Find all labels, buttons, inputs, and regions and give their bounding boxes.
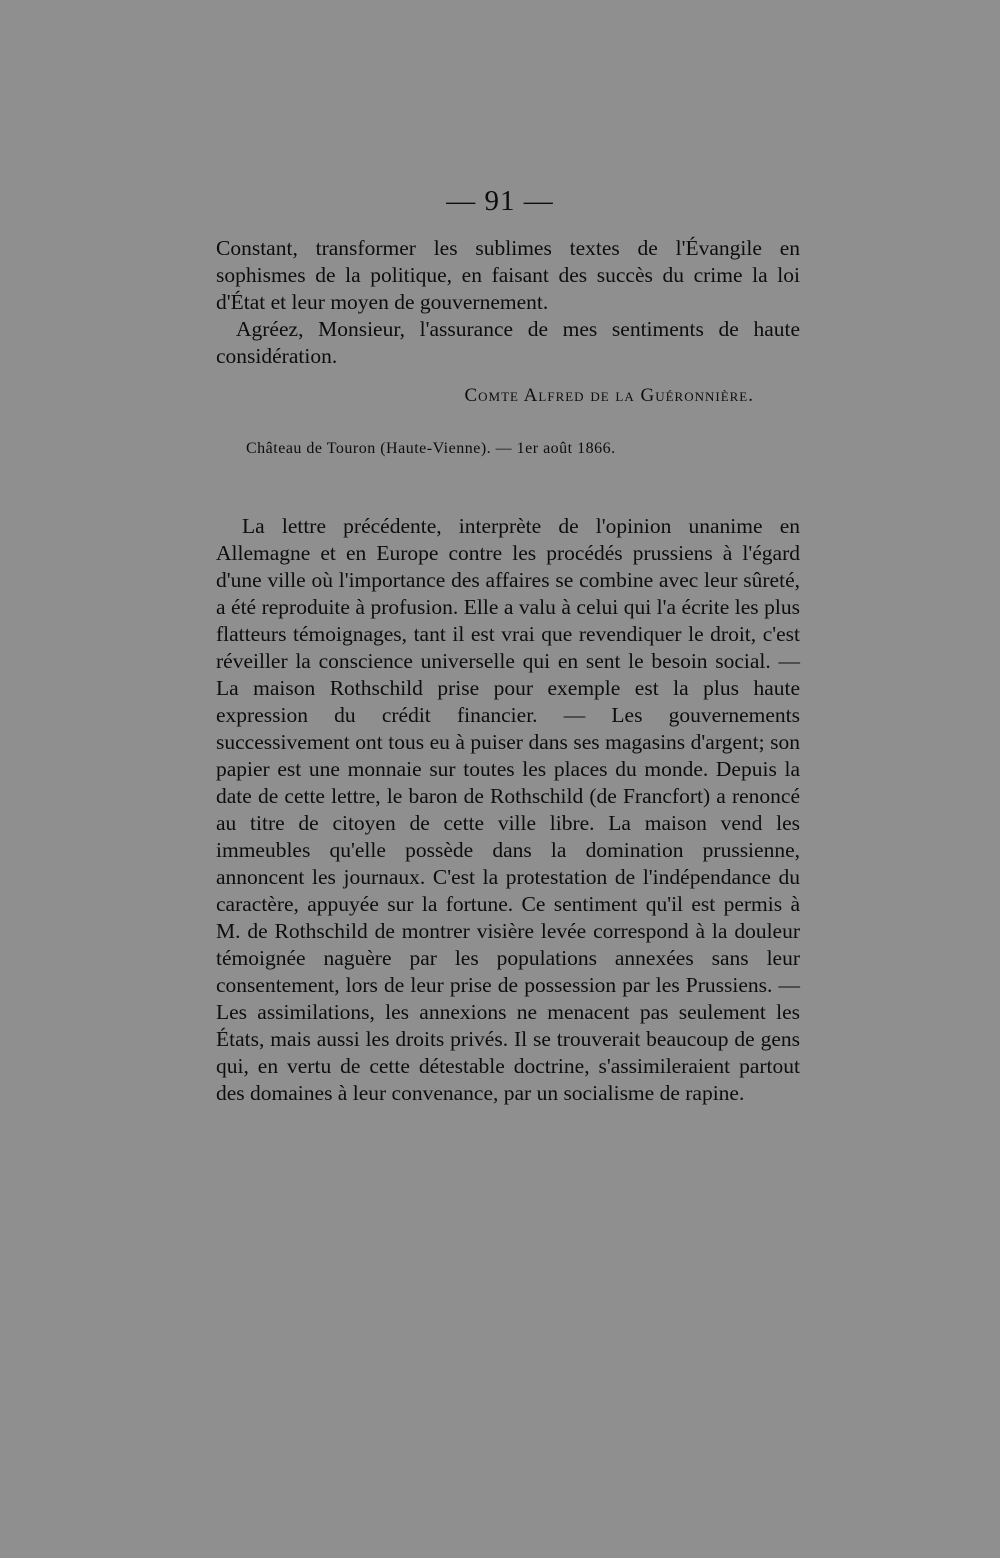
letter-paragraph: Constant, transformer les sublimes textes de l'Évangile en sophismes de la politique, en faisant des succès du crime la loi d'État et leur moyen de gouvernement. xyxy=(216,236,800,314)
letter-closing xyxy=(216,235,800,370)
dateline: Château de Touron (Haute-Vienne). — 1er août 1866. xyxy=(246,440,616,457)
signature: Comte Alfred de la Guéronnière. xyxy=(464,385,754,406)
commentary-block xyxy=(216,513,800,1107)
letter-salutation: Agréez, Monsieur, l'assurance de mes sentiments de haute considération. xyxy=(216,317,800,368)
page-number: — 91 — xyxy=(446,185,554,217)
commentary-paragraph: La lettre précédente, interprète de l'opinion unanime en Allemagne et en Europe contre les procédés prussiens à l'égard d'une ville où l'importance des affaires se combine avec leur sûreté, a été reproduite à profusion. Elle a valu à celui qui l'a écrite les plus flatteurs témoignages, tant il est vrai que revendiquer le droit, c'est réveiller la conscience universelle qui en sent le besoin social. — La maison Rothschild prise pour exemple est la plus haute expression du crédit financier. — Les gouvernements successivement ont tous eu à puiser dans ses magasins d'argent; son papier est une monnaie sur toutes les places du monde. Depuis la date de cette lettre, le baron de Rothschild (de Francfort) a renoncé au titre de citoyen de cette ville libre. La maison vend les immeubles qu'elle possède dans la domination prussienne, annoncent les journaux. C'est la protestation de l'indépendance du caractère, appuyée sur la fortune. Ce sentiment qu'il est permis à M. de Rothschild de montrer visière levée correspond à la douleur témoignée naguère par les populations annexées sans leur consentement, lors de leur prise de possession par les Prussiens. — Les assimilations, les annexions ne menacent pas seulement les États, mais aussi les droits privés. Il se trouverait beaucoup de gens qui, en vertu de cette détestable doctrine, s'assimileraient partout des domaines à leur convenance, par un socialisme de rapine. xyxy=(216,514,800,1105)
